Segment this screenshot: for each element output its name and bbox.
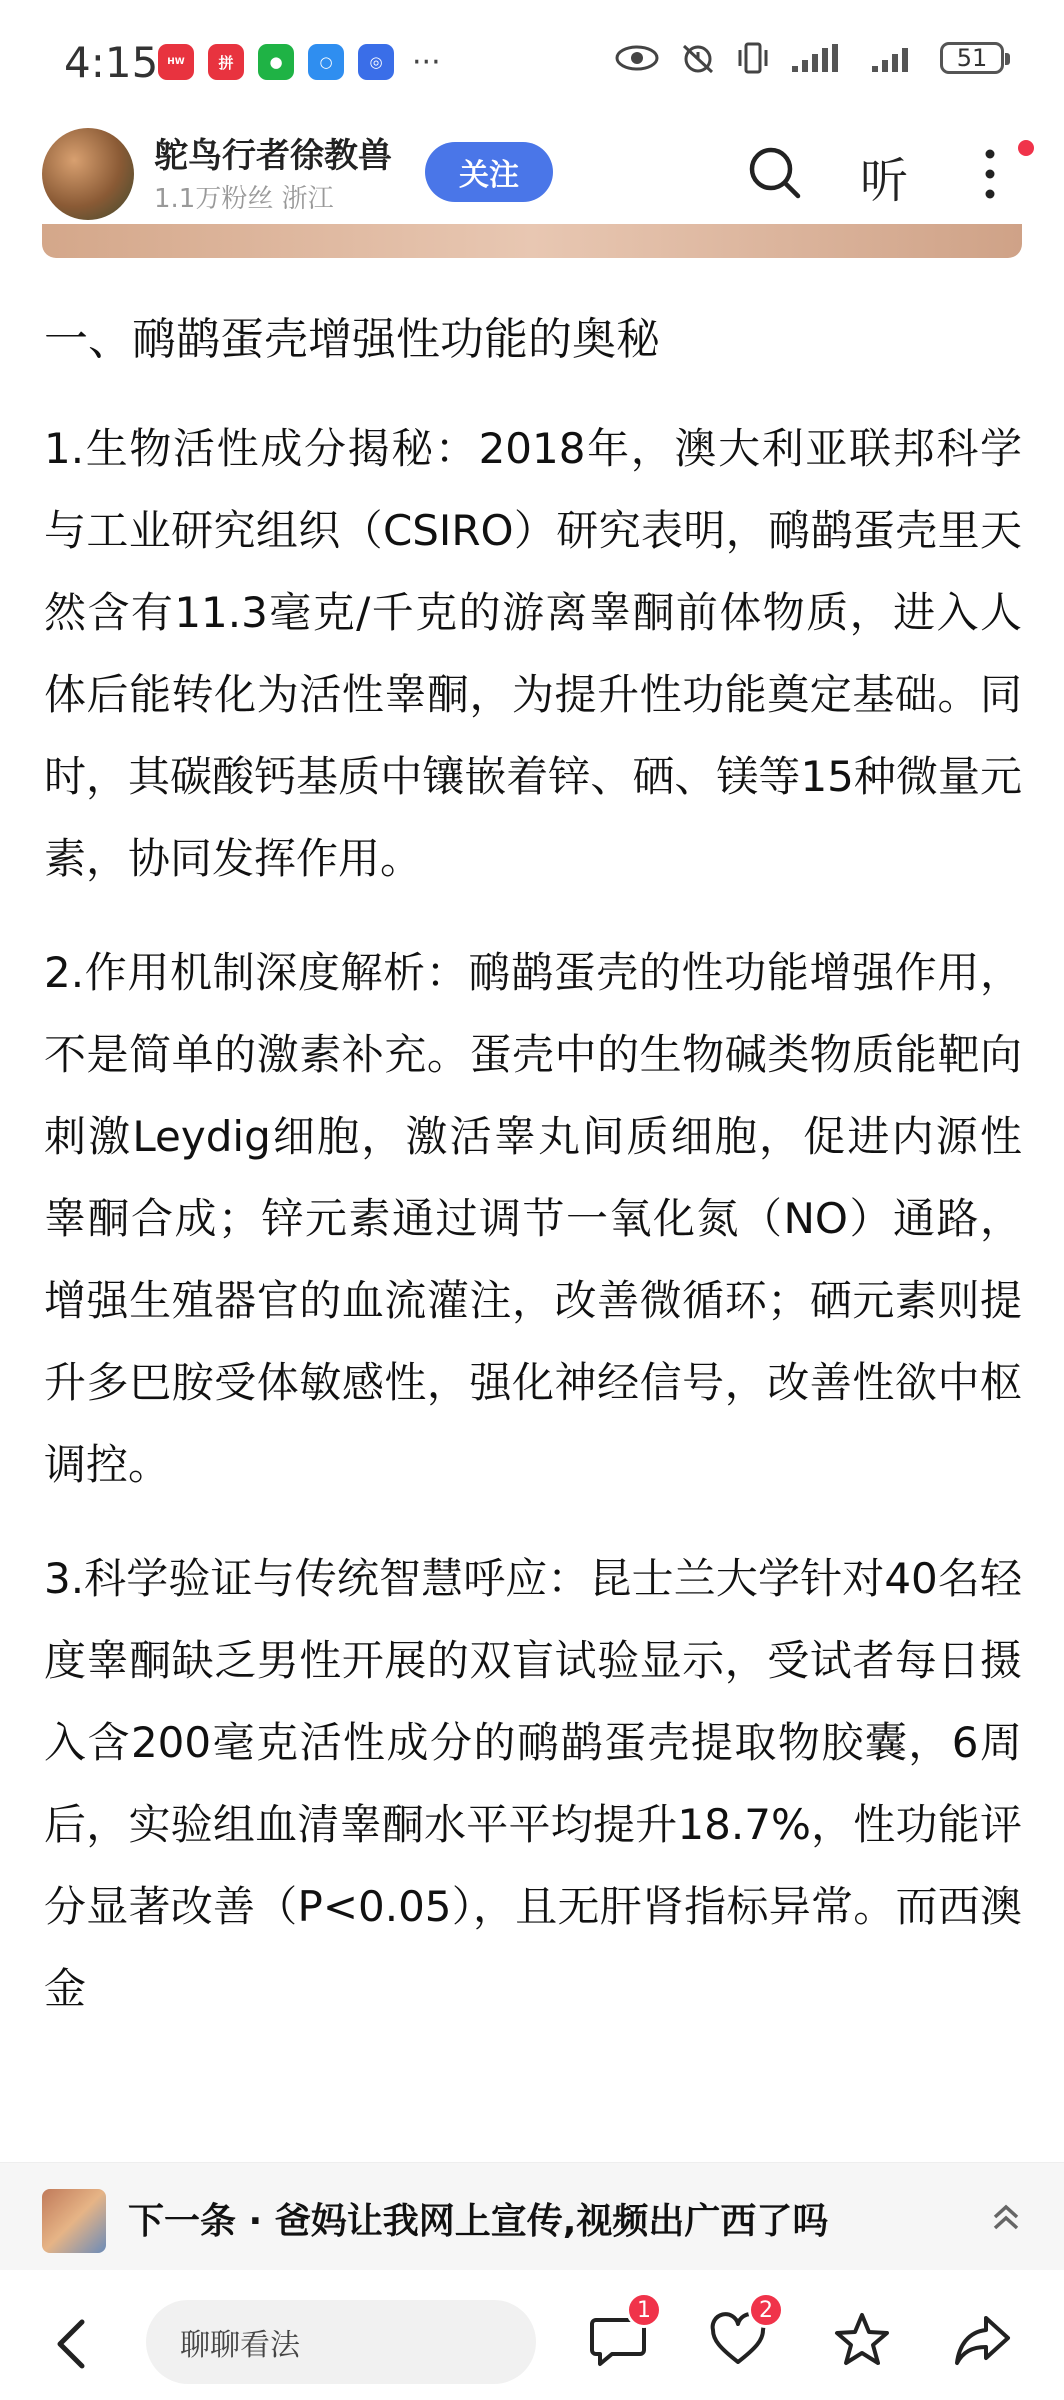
follow-button[interactable]: 关注 (425, 142, 553, 202)
author-avatar[interactable] (42, 128, 134, 220)
chevron-up-icon[interactable] (990, 2201, 1022, 2233)
bottom-action-bar (0, 2270, 1064, 2400)
message-app-icon: ○ (308, 44, 344, 80)
next-article-title[interactable]: 下一条 · 爸妈让我网上宣传,视频出广西了吗 (128, 2201, 829, 2242)
signal-icon-2 (870, 42, 920, 74)
back-arrow-icon[interactable] (52, 2314, 92, 2374)
paragraph-2: 2.作用机制深度解析：鸸鹋蛋壳的性功能增强作用，不是简单的激素补充。蛋壳中的生物碱类物质能靶向刺激Leydig细胞，激活睾丸间质细胞，促进内源性睾酮合成；锌元素通过调节一氧化氮（NO）通路，增强生殖器官的血流灌注，改善微循环；硒元素则提升多巴胺受体敏感性，强化神经信号，改善性欲中枢调控。 (44, 948, 1022, 1489)
favorite-star-icon[interactable] (832, 2310, 892, 2370)
browser-app-icon: ◎ (358, 44, 394, 80)
wechat-icon: ● (258, 44, 294, 80)
next-article-bar[interactable] (0, 2162, 1064, 2271)
notification-icons (158, 44, 441, 80)
paragraph-1: 1.生物活性成分揭秘：2018年，澳大利亚联邦科学与工业研究组织（CSIRO）研究表明，鸸鹋蛋壳里天然含有11.3毫克/千克的游离睾酮前体物质，进入人体后能转化为活性睾酮，为提升性功能奠定基础。同时，其碳酸钙基质中镶嵌着锌、硒、镁等15种微量元素，协同发挥作用。 (44, 424, 1022, 883)
shopping-app-icon: 拼 (208, 44, 244, 80)
author-meta: 1.1万粉丝 浙江 (154, 184, 334, 214)
next-article-thumbnail (42, 2189, 106, 2253)
eye-comfort-icon (614, 42, 660, 74)
vibrate-icon (736, 40, 770, 76)
more-options-icon[interactable] (975, 144, 1005, 204)
comment-input[interactable]: 聊聊看法 (146, 2300, 536, 2384)
status-bar (0, 0, 1064, 130)
more-notifications-icon: ··· (412, 44, 441, 80)
huawei-app-icon: HW (158, 44, 194, 80)
search-icon[interactable] (746, 144, 802, 200)
signal-icon (790, 42, 850, 74)
paragraph-3: 3.科学验证与传统智慧呼应：昆士兰大学针对40名轻度睾酮缺乏男性开展的双盲试验显示，受试者每日摄入含200毫克活性成分的鸸鹋蛋壳提取物胶囊，6周后，实验组血清睾酮水平平均提升18.7%，性功能评分显著改善（P<0.05），且无肝肾指标异常。而西澳金 (44, 1554, 1022, 2013)
listen-button[interactable]: 听 (860, 153, 909, 209)
author-name[interactable]: 鸵鸟行者徐教兽 (154, 136, 392, 176)
alarm-icon (680, 40, 716, 76)
like-count-badge: 2 (748, 2292, 784, 2328)
article-header (0, 122, 1064, 232)
article-body (44, 300, 1022, 2062)
share-icon[interactable] (952, 2310, 1012, 2370)
section-title: 一、鸸鹋蛋壳增强性功能的奥秘 (44, 314, 660, 365)
system-indicators (614, 40, 1004, 76)
article-image-bottom (42, 224, 1022, 258)
comment-count-badge: 1 (626, 2292, 662, 2328)
battery-indicator: 51 (940, 42, 1004, 74)
notification-dot (1018, 140, 1034, 156)
status-time: 4:15 (64, 38, 159, 87)
